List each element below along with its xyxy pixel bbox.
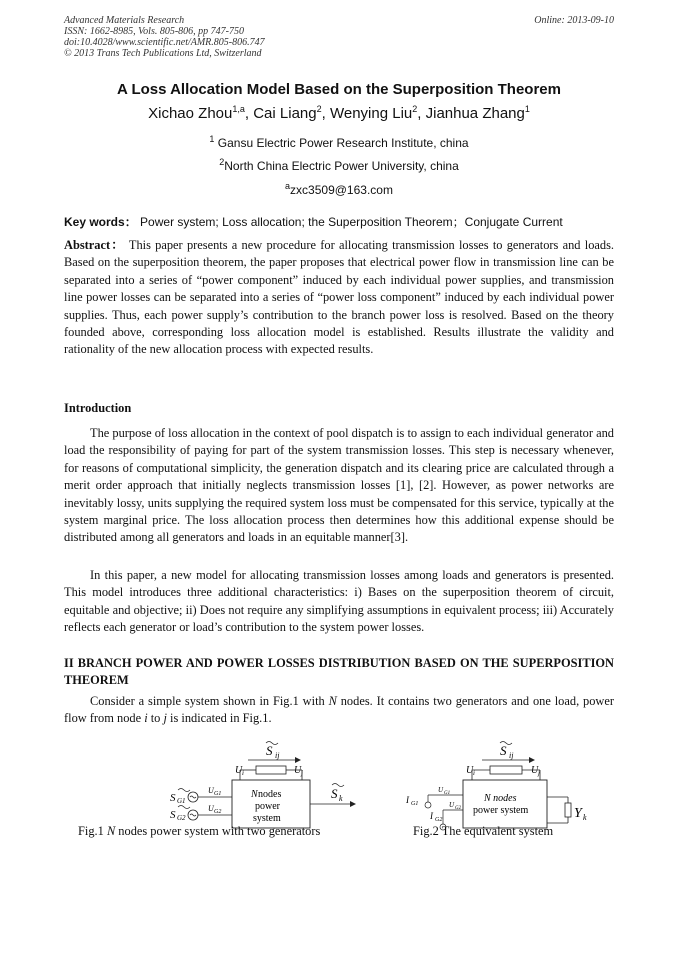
- online-date: Online: 2013-09-10: [534, 15, 614, 26]
- figure-1-caption: Fig.1 N nodes power system with two generators: [78, 824, 321, 838]
- section-2-paragraph: Consider a simple system shown in Fig.1 with N nodes. It contains two generators and one load, power flow from node i to j is indicated in Fig.1.: [64, 694, 615, 726]
- section-2-heading: II BRANCH POWER AND POWER LOSSES DISTRIBUTION BASED ON THE SUPERPOSITION THEOREM: [64, 656, 614, 688]
- i-g1-label: I: [406, 795, 409, 805]
- affiliation-1: $^1$ Gansu Electric Power Research Institute, china: [209, 134, 469, 150]
- y-k-label: Y: [574, 806, 582, 821]
- keywords-text: Power system; Loss allocation; the Superposition Theorem；Conjugate Current: [140, 215, 563, 229]
- current-source-1-icon: [425, 802, 431, 808]
- author: Jianhua Zhang: [425, 105, 525, 122]
- author: Cai Liang: [253, 105, 317, 122]
- author-sup: 2: [316, 104, 322, 114]
- i-g2-label: I: [430, 811, 433, 821]
- copyright: © 2013 Trans Tech Publications Ltd, Switzerland: [64, 48, 262, 59]
- s-g2-subscript: G2: [177, 814, 186, 822]
- keywords-label: Key words: [64, 215, 125, 229]
- box-line-2: power: [255, 801, 280, 812]
- abstract-text: This paper presents a new procedure for allocating transmission losses to generators and loads. Based on the superposition theorem, the paper proposes that electrical power flow in transmission line can be separated into a series of “power component” induced by each individual power supplies, and transmission line power losses can be separated into a series of “power loss component” induced by each individual power supplies. Thus, each power supply’s contribution to the branch power loss is resolved. Based on the theory founded above, corresponding loss allocation model is established. Results illustrate the validity and rationality of the new allocation process with expected results.: [64, 238, 615, 357]
- email: $^a$zxc3509@163.com: [285, 181, 393, 197]
- u-j-subscript: j: [538, 769, 540, 777]
- u-g2-subscript: G2: [455, 806, 462, 811]
- s-ij-label: S: [266, 743, 273, 758]
- branch-impedance: [490, 766, 522, 774]
- author-sup: 1: [524, 104, 530, 114]
- u-g1-label: U: [438, 786, 444, 794]
- n-nodes-box: [463, 780, 547, 828]
- introduction-paragraph-2: In this paper, a new model for allocating transmission losses among loads and generators is presented. This model introduces three additional characteristics: i) Bases on the superposition theorem of circuit, equitable and objective; ii) Does not require any simplifying assumptions in equivalent process; iii) Accurately reflects each generator or load’s contribution to the system power losses.: [64, 568, 614, 635]
- box-line-1: nodes: [258, 789, 282, 800]
- abstract-label: Abstract: [64, 238, 111, 252]
- u-g1-subscript: G1: [214, 791, 222, 797]
- u-i-subscript: i: [473, 769, 475, 777]
- load-admittance: [565, 803, 571, 817]
- s-ij-label: S: [500, 743, 507, 758]
- box-n: N: [251, 789, 258, 800]
- author-list: Xichao Zhou$^{1,a}$, Cai Liang$^2$, Wenying Liu$^2$, Jianhua Zhang$^1$: [148, 104, 530, 122]
- keywords: Key words： Power system; Loss allocation; the Superposition Theorem；Conjugate Current: [64, 215, 563, 229]
- u-j-label: U: [294, 765, 302, 776]
- i-g2-subscript: G2: [435, 817, 443, 823]
- y-k-subscript: k: [583, 813, 587, 822]
- s-g2-label: S: [170, 809, 176, 821]
- affiliation-2: $^2$North China Electric Power University, china: [219, 157, 459, 173]
- u-g1-label: U: [208, 786, 214, 795]
- author-sup: 1,a: [232, 104, 245, 114]
- figure-2-diagram: [400, 735, 600, 835]
- tilde-mark: [178, 806, 190, 809]
- s-ij-subscript: ij: [275, 751, 280, 760]
- load-arrowhead: [350, 801, 356, 807]
- box-line-1: N nodes: [484, 793, 517, 804]
- doi: doi:10.4028/www.scientific.net/AMR.805-806.747: [64, 37, 265, 48]
- journal-header: [64, 15, 265, 59]
- sine-mark: [190, 814, 196, 816]
- flow-arrowhead: [529, 757, 535, 763]
- branch-impedance: [256, 766, 286, 774]
- u-g2-subscript: G2: [214, 809, 222, 815]
- sine-mark: [190, 796, 196, 798]
- paper-title: A Loss Allocation Model Based on the Superposition Theorem: [117, 81, 561, 98]
- u-j-label: U: [531, 765, 539, 776]
- figure-1-diagram: [160, 735, 360, 835]
- u-i-label: U: [235, 765, 243, 776]
- u-g1-subscript: G1: [444, 791, 451, 796]
- author: Xichao Zhou: [148, 105, 233, 122]
- u-i-label: U: [466, 765, 474, 776]
- flow-arrowhead: [295, 757, 301, 763]
- author-sup: 2: [412, 104, 418, 114]
- s-g1-label: S: [170, 792, 176, 804]
- introduction-heading: Introduction: [64, 401, 132, 415]
- journal-name: Advanced Materials Research: [64, 15, 185, 26]
- introduction-paragraph-1: The purpose of loss allocation in the context of pool dispatch is to assign to each individual generator and load the responsibility of paying for part of the system transmission losses. This step is necessary whenever, for reasons of computational simplicity, the generation dispatch and its clearing price are calculated through a merit order approach that initially neglects transmission losses [1], [2]. However, as power networks are inevitably lossy, units supplying the required system loss must be compensated for this service, typically at the system marginal price. The loss allocation process then determines how this additional expense should be distributed among all generators and loads in an equitable manner[3].: [64, 426, 614, 545]
- s-k-subscript: k: [339, 794, 343, 803]
- u-i-subscript: i: [242, 769, 244, 777]
- box-line-3: system: [253, 813, 281, 824]
- s-ij-subscript: ij: [509, 751, 514, 760]
- i-g1-subscript: G1: [411, 801, 419, 807]
- box-line-2: power system: [473, 805, 529, 816]
- s-g1-subscript: G1: [177, 797, 186, 805]
- s-k-label: S: [331, 786, 338, 801]
- author: Wenying Liu: [329, 105, 413, 122]
- tilde-mark: [178, 789, 190, 792]
- abstract: Abstract： This paper presents a new procedure for allocating transmission losses to generators and loads. Based on the superposition theorem, the paper proposes that electrical power flow in transmission line can be separated into a series of “power component” induced by each individual power supplies, and transmission line power losses can be separated into a series of “power loss component” induced by each individual power supplies. Thus, each power supply’s contribution to the branch power loss is resolved. Based on the theory founded above, corresponding loss allocation model is established. Results illustrate the validity and rationality of the new allocation process with expected results.: [64, 238, 615, 357]
- figure-2-caption: Fig.2 The equivalent system: [413, 824, 554, 838]
- u-g2-label: U: [449, 801, 455, 809]
- issn: ISSN: 1662-8985, Vols. 805-806, pp 747-750: [64, 26, 244, 37]
- u-g2-label: U: [208, 804, 214, 813]
